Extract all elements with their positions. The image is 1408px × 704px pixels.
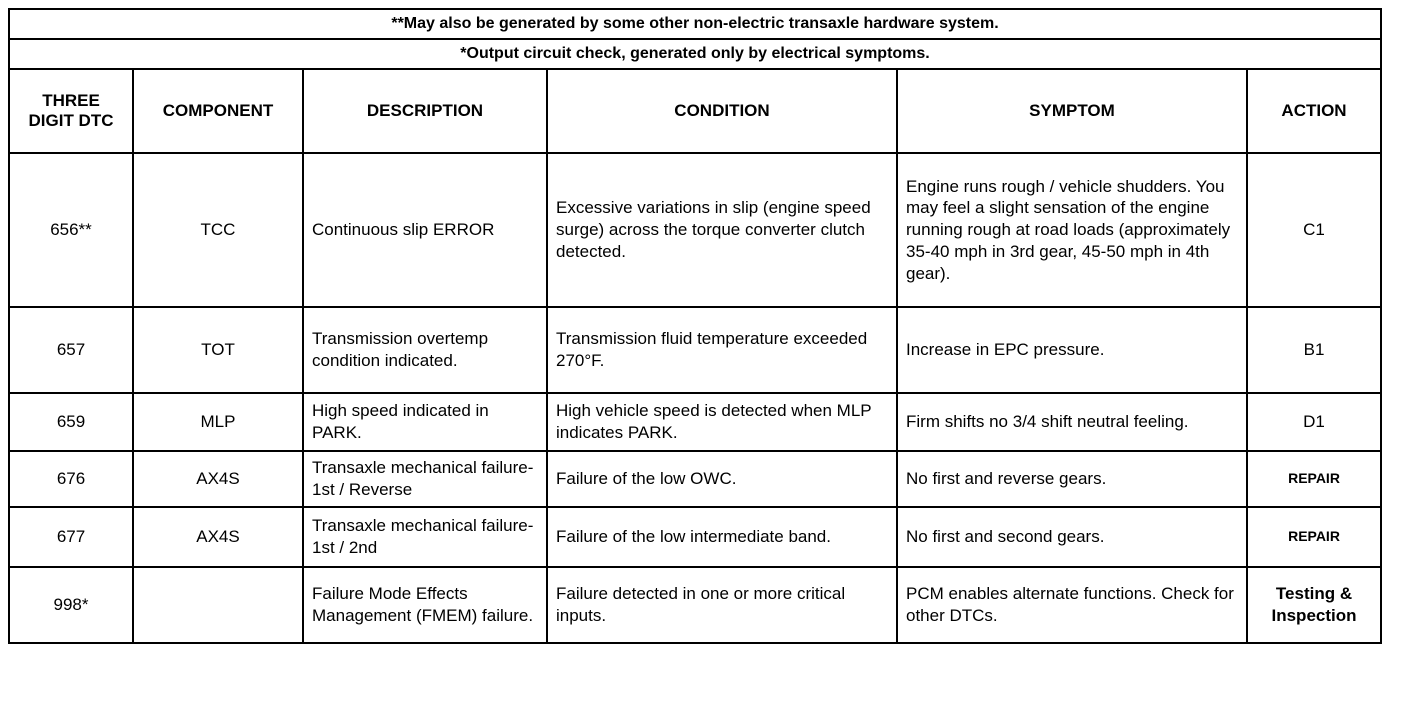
header-description: DESCRIPTION — [303, 69, 547, 153]
header-action: ACTION — [1247, 69, 1381, 153]
cell-action: REPAIR — [1247, 451, 1381, 507]
footnote-double-asterisk: **May also be generated by some other non-electric transaxle hardware system. — [9, 9, 1381, 39]
cell-condition: Failure detected in one or more critical inputs. — [547, 567, 897, 643]
table-row — [9, 451, 1381, 507]
cell-symptom: PCM enables alternate functions. Check for other DTCs. — [897, 567, 1247, 643]
cell-component: AX4S — [133, 507, 303, 567]
cell-condition: Excessive variations in slip (engine speed surge) across the torque converter clutch detected. — [547, 153, 897, 307]
footnote-single-asterisk: *Output circuit check, generated only by electrical symptoms. — [9, 39, 1381, 69]
cell-dtc: 677 — [9, 507, 133, 567]
cell-symptom: No first and reverse gears. — [897, 451, 1247, 507]
cell-action: B1 — [1247, 307, 1381, 393]
cell-action: C1 — [1247, 153, 1381, 307]
cell-symptom: No first and second gears. — [897, 507, 1247, 567]
cell-description: Transaxle mechanical failure-1st / Reverse — [303, 451, 547, 507]
header-condition: CONDITION — [547, 69, 897, 153]
dtc-document — [8, 8, 1380, 692]
cell-action: D1 — [1247, 393, 1381, 451]
note-row-2 — [9, 39, 1381, 69]
cell-component: TCC — [133, 153, 303, 307]
dtc-table — [8, 8, 1382, 644]
cell-symptom: Firm shifts no 3/4 shift neutral feeling. — [897, 393, 1247, 451]
cell-symptom: Increase in EPC pressure. — [897, 307, 1247, 393]
cell-dtc: 656** — [9, 153, 133, 307]
cell-condition: Failure of the low OWC. — [547, 451, 897, 507]
header-component: COMPONENT — [133, 69, 303, 153]
cell-condition: High vehicle speed is detected when MLP indicates PARK. — [547, 393, 897, 451]
cell-component: TOT — [133, 307, 303, 393]
table-row — [9, 567, 1381, 643]
cell-description: Continuous slip ERROR — [303, 153, 547, 307]
note-row-1 — [9, 9, 1381, 39]
cell-condition: Failure of the low intermediate band. — [547, 507, 897, 567]
cell-condition: Transmission fluid temperature exceeded 270°F. — [547, 307, 897, 393]
table-row — [9, 307, 1381, 393]
cell-dtc: 676 — [9, 451, 133, 507]
table-row — [9, 153, 1381, 307]
cell-dtc: 657 — [9, 307, 133, 393]
table-row — [9, 507, 1381, 567]
header-dtc: THREE DIGIT DTC — [9, 69, 133, 153]
cell-component — [133, 567, 303, 643]
cell-dtc: 659 — [9, 393, 133, 451]
table-row — [9, 393, 1381, 451]
cell-description: Transmission overtemp condition indicated. — [303, 307, 547, 393]
cell-action: Testing & Inspection — [1247, 567, 1381, 643]
cell-description: Failure Mode Effects Management (FMEM) failure. — [303, 567, 547, 643]
cell-component: MLP — [133, 393, 303, 451]
cell-description: Transaxle mechanical failure-1st / 2nd — [303, 507, 547, 567]
cell-dtc: 998* — [9, 567, 133, 643]
cell-symptom: Engine runs rough / vehicle shudders. You may feel a slight sensation of the engine running rough at road loads (approximately 35-40 mph in 3rd gear, 45-50 mph in 4th gear). — [897, 153, 1247, 307]
cell-action: REPAIR — [1247, 507, 1381, 567]
cell-description: High speed indicated in PARK. — [303, 393, 547, 451]
header-symptom: SYMPTOM — [897, 69, 1247, 153]
header-row — [9, 69, 1381, 153]
cell-component: AX4S — [133, 451, 303, 507]
